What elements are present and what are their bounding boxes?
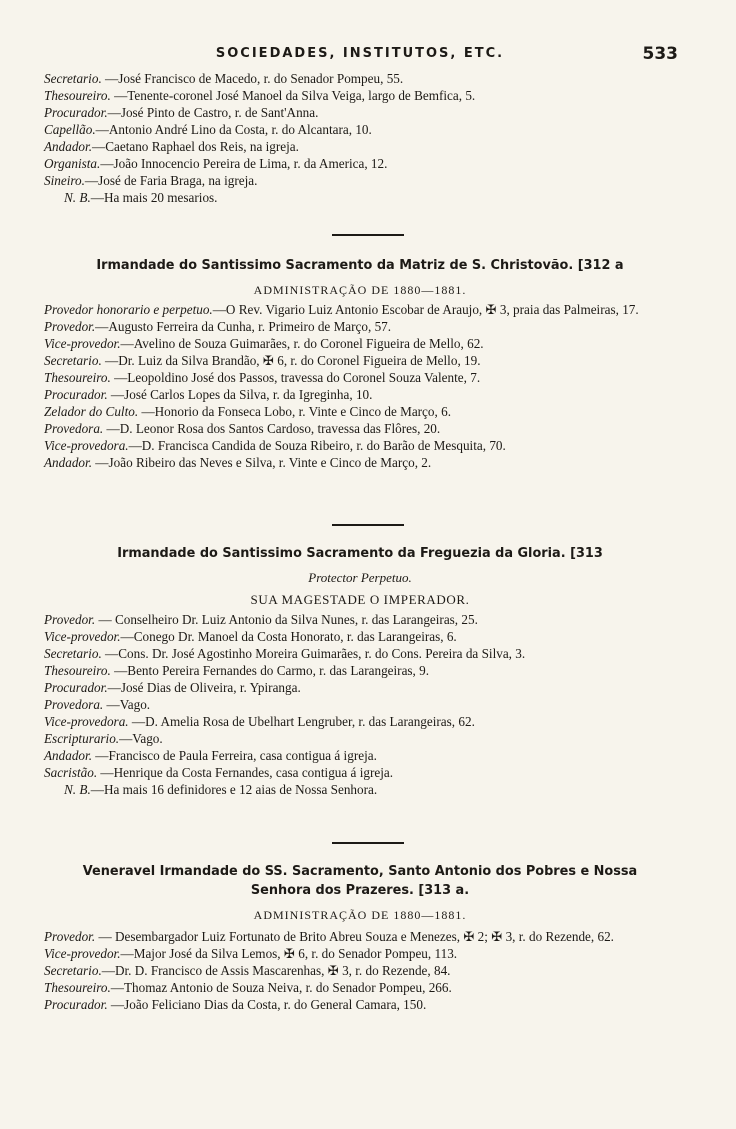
entry: Procurador.—José Pinto de Castro, r. de Sant'Anna.: [44, 105, 319, 120]
entry: Procurador. —João Feliciano Dias da Costa, r. do General Camara, 150.: [44, 997, 427, 1012]
entry: Sineiro.—José de Faria Braga, na igreja.: [44, 173, 258, 188]
entry: Provedor. — Desembargador Luiz Fortunato de Brito Abreu Souza e Menezes, ✠ 2; ✠ 3, r. do Rezende, 62.: [44, 929, 614, 944]
section-s-christovao: [44, 256, 676, 471]
entry: Secretario. —Dr. Luiz da Silva Brandão, ✠ 6, r. do Coronel Figueira de Mello, 19.: [44, 353, 481, 368]
section-subtitle: ADMINISTRAÇÃO DE 1880—1881.: [253, 908, 467, 922]
entry: Procurador. —José Carlos Lopes da Silva, r. da Igreginha, 10.: [44, 387, 373, 402]
page-number: 533: [642, 44, 678, 64]
entry: Thesoureiro.—Thomaz Antonio de Souza Neiva, r. do Senador Pompeu, 266.: [44, 980, 452, 995]
entry: Vice-provedor.—Avelino de Souza Guimarães, r. do Coronel Figueira de Mello, 62.: [44, 336, 484, 351]
section-title-line1: Veneravel Irmandade do SS. Sacramento, Santo Antonio dos Pobres e Nossa: [82, 864, 638, 879]
section-title-line2: Senhora dos Prazeres. [313 a.: [250, 883, 470, 898]
entry: Andador. —João Ribeiro das Neves e Silva, r. Vinte e Cinco de Março, 2.: [44, 455, 432, 470]
protector-name: SUA MAGESTADE O IMPERADOR.: [250, 592, 470, 607]
section-divider: [332, 234, 404, 236]
section-gloria: [44, 544, 676, 798]
section-divider: [332, 524, 404, 526]
entry: Thesoureiro. —Tenente-coronel José Manoel da Silva Veiga, largo de Bemfica, 5.: [44, 88, 476, 103]
section-continued: [44, 70, 676, 206]
entry: Secretario.—Dr. D. Francisco de Assis Mascarenhas, ✠ 3, r. do Rezende, 84.: [44, 963, 451, 978]
section-divider: [332, 842, 404, 844]
section-subtitle: ADMINISTRAÇÃO DE 1880—1881.: [253, 283, 467, 297]
running-title: SOCIEDADES, INSTITUTOS, ETC.: [215, 46, 505, 61]
entry: Thesoureiro. —Bento Pereira Fernandes do Carmo, r. das Larangeiras, 9.: [44, 663, 430, 678]
section-title: Irmandade do Santissimo Sacramento da Matriz de S. Christovão. [312 a: [96, 258, 624, 273]
protector-label: Protector Perpetuo.: [308, 570, 412, 585]
entry: Secretario. —José Francisco de Macedo, r. do Senador Pompeu, 55.: [44, 71, 404, 86]
entry: Capellão.—Antonio André Lino da Costa, r. do Alcantara, 10.: [44, 122, 372, 137]
entry: Provedor. — Conselheiro Dr. Luiz Antonio da Silva Nunes, r. das Larangeiras, 25.: [44, 612, 478, 627]
entry: Secretario. —Cons. Dr. José Agostinho Moreira Guimarães, r. do Cons. Pereira da Silva, 3.: [44, 646, 526, 661]
note: N. B.—Ha mais 16 definidores e 12 aias de Nossa Senhora.: [64, 782, 378, 797]
entry: Vice-provedora.—D. Francisca Candida de Souza Ribeiro, r. do Barão de Mesquita, 70.: [44, 438, 506, 453]
entry: Organista.—João Innocencio Pereira de Lima, r. da America, 12.: [44, 156, 388, 171]
note: N. B.—Ha mais 20 mesarios.: [64, 190, 218, 205]
entry: Zelador do Culto. —Honorio da Fonseca Lobo, r. Vinte e Cinco de Março, 6.: [44, 404, 451, 419]
entry: Sacristão. —Henrique da Costa Fernandes, casa contigua á igreja.: [44, 765, 394, 780]
entry: Provedor honorario e perpetuo.—O Rev. Vigario Luiz Antonio Escobar de Araujo, ✠ 3, praia das Palmeiras, 17.: [44, 302, 639, 317]
entry: Provedora. —Vago.: [44, 697, 151, 712]
section-title: Irmandade do Santissimo Sacramento da Freguezia da Gloria. [313: [117, 546, 603, 561]
entry: Procurador.—José Dias de Oliveira, r. Ypiranga.: [44, 680, 301, 695]
entry: Provedor.—Augusto Ferreira da Cunha, r. Primeiro de Março, 57.: [44, 319, 392, 334]
entry: Thesoureiro. —Leopoldino José dos Passos, travessa do Coronel Souza Valente, 7.: [44, 370, 481, 385]
section-prazeres: [44, 862, 676, 1013]
entry: Vice-provedora. —D. Amelia Rosa de Ubelhart Lengruber, r. das Larangeiras, 62.: [44, 714, 475, 729]
entry: Vice-provedor.—Conego Dr. Manoel da Costa Honorato, r. das Larangeiras, 6.: [44, 629, 457, 644]
entry: Provedora. —D. Leonor Rosa dos Santos Cardoso, travessa das Flôres, 20.: [44, 421, 441, 436]
entry: Andador.—Caetano Raphael dos Reis, na igreja.: [44, 139, 299, 154]
entry: Vice-provedor.—Major José da Silva Lemos, ✠ 6, r. do Senador Pompeu, 113.: [44, 946, 458, 961]
entry: Andador. —Francisco de Paula Ferreira, casa contigua á igreja.: [44, 748, 377, 763]
entry: Escripturario.—Vago.: [44, 731, 163, 746]
